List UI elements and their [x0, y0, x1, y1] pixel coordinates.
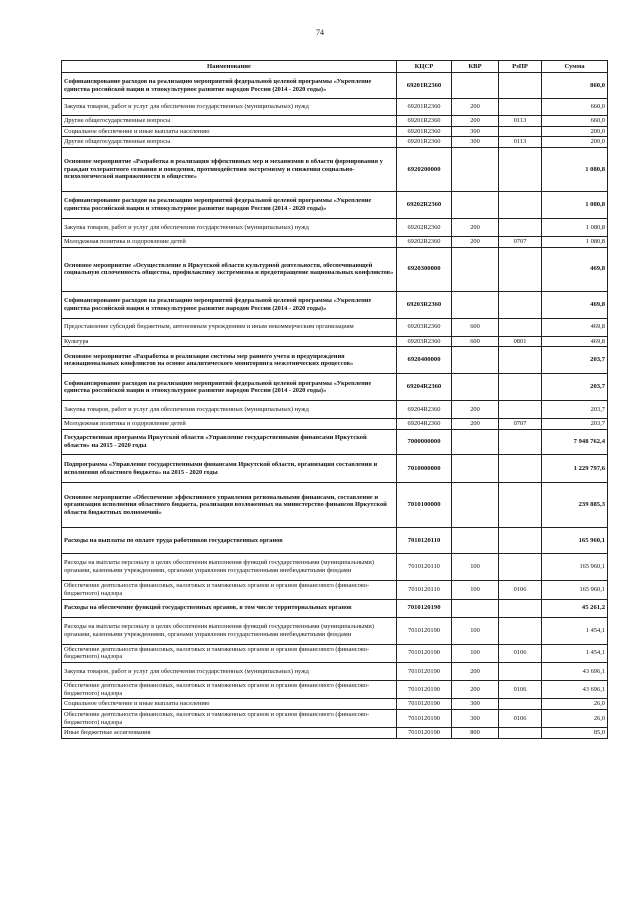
table-row [62, 116, 608, 127]
row-sum: 43 696,1 [542, 680, 608, 698]
table-row [62, 336, 608, 347]
row-kvr: 300 [452, 699, 499, 710]
row-sum: 469,8 [542, 318, 608, 336]
row-kvr: 200 [452, 219, 499, 237]
row-rzpr [499, 291, 542, 318]
budget-table [61, 60, 608, 739]
table-row [62, 137, 608, 148]
row-rzpr [499, 728, 542, 739]
row-name: Обеспечение деятельности финансовых, налоговых и таможенных органов и органов финансового (финансово-бюджетного) надзора [62, 709, 397, 727]
row-kcsr: 69201R2360 [397, 73, 452, 99]
row-sum: 203,7 [542, 419, 608, 430]
row-rzpr: 0106 [499, 680, 542, 698]
row-sum: 469,8 [542, 336, 608, 347]
row-name: Расходы на обеспечение функций государственных органов, в том числе территориальных органов [62, 599, 397, 617]
row-sum: 660,0 [542, 116, 608, 127]
table-row [62, 483, 608, 528]
row-rzpr [499, 599, 542, 617]
row-rzpr [499, 73, 542, 99]
row-name: Закупка товаров, работ и услуг для обеспечения государственных (муниципальных) нужд [62, 401, 397, 419]
row-kcsr: 6920200000 [397, 148, 452, 192]
row-sum: 165 960,1 [542, 528, 608, 554]
row-kvr [452, 291, 499, 318]
row-name: Софинансирование расходов на реализацию мероприятий федеральной целевой программы «Укрепление единства российской нации и этнокультурное развитие народов России (2014 - 2020 годы)» [62, 192, 397, 219]
row-rzpr: 0106 [499, 644, 542, 662]
row-kcsr: 7010120190 [397, 709, 452, 727]
row-rzpr [499, 99, 542, 116]
row-sum: 26,0 [542, 699, 608, 710]
row-name: Подпрограмма «Управление государственными финансами Иркутской области, организация составления и исполнения областного бюджета» на 2015 - 2020 годы [62, 455, 397, 483]
table-row [62, 662, 608, 680]
row-name: Закупка товаров, работ и услуг для обеспечения государственных (муниципальных) нужд [62, 219, 397, 237]
row-kvr: 200 [452, 680, 499, 698]
table-row [62, 680, 608, 698]
table-row [62, 581, 608, 599]
row-sum: 7 948 762,4 [542, 430, 608, 455]
row-name: Софинансирование расходов на реализацию мероприятий федеральной целевой программы «Укрепление единства российской нации и этнокультурное развитие народов России (2014 - 2020 годы)» [62, 73, 397, 99]
table-header [62, 61, 608, 73]
row-kvr [452, 528, 499, 554]
row-sum: 165 960,1 [542, 581, 608, 599]
row-rzpr [499, 699, 542, 710]
row-kvr: 100 [452, 581, 499, 599]
row-rzpr [499, 455, 542, 483]
table-row [62, 291, 608, 318]
row-sum: 1 454,1 [542, 617, 608, 644]
row-kvr: 100 [452, 644, 499, 662]
table-body [62, 73, 608, 739]
row-sum: 203,7 [542, 401, 608, 419]
row-sum: 1 080,8 [542, 192, 608, 219]
row-name: Молодежная политика и оздоровление детей [62, 419, 397, 430]
row-kvr: 300 [452, 709, 499, 727]
row-name: Обеспечение деятельности финансовых, налоговых и таможенных органов и органов финансового (финансово-бюджетного) надзора [62, 644, 397, 662]
row-sum: 1 080,8 [542, 237, 608, 248]
row-rzpr [499, 662, 542, 680]
row-rzpr: 0801 [499, 336, 542, 347]
table-row [62, 419, 608, 430]
row-kcsr: 7010120110 [397, 528, 452, 554]
row-kvr: 600 [452, 318, 499, 336]
table-row [62, 644, 608, 662]
row-name: Основное мероприятие «Разработка и реализация системы мер раннего учета и предупреждения межнациональных конфликтов на основе аналитического мониторинга межэтнических процессов» [62, 347, 397, 374]
row-sum: 200,0 [542, 126, 608, 137]
row-name: Государственная программа Иркутской области «Управление государственными финансами Иркутской области» на 2015 - 2020 годы [62, 430, 397, 455]
row-sum: 1 080,8 [542, 219, 608, 237]
row-kcsr: 7010120190 [397, 728, 452, 739]
table-row [62, 374, 608, 401]
page-number: 74 [316, 28, 324, 37]
row-sum: 1 454,1 [542, 644, 608, 662]
table-row [62, 219, 608, 237]
header-rzpr: РзПР [499, 61, 542, 73]
row-sum: 165 960,1 [542, 554, 608, 581]
row-sum: 1 080,8 [542, 148, 608, 192]
row-kcsr: 7000000000 [397, 430, 452, 455]
row-kcsr: 69203R2360 [397, 318, 452, 336]
row-name: Расходы на выплаты персоналу в целях обеспечения выполнения функций государственными (муниципальными) органами, казенными учреждениями, органами управления государственными внебюджетными фондами [62, 617, 397, 644]
row-kvr: 200 [452, 419, 499, 430]
table-row [62, 401, 608, 419]
row-kcsr: 69202R2360 [397, 192, 452, 219]
row-kcsr: 69203R2360 [397, 336, 452, 347]
table-row [62, 318, 608, 336]
row-name: Основное мероприятие «Осуществление в Иркутской области культурной деятельности, обеспечивающей социальную сплоченность общества, профилактику экстремизма и предотвращение национальных конфликтов» [62, 247, 397, 291]
row-kvr: 200 [452, 401, 499, 419]
row-kvr [452, 347, 499, 374]
row-name: Закупка товаров, работ и услуг для обеспечения государственных (муниципальных) нужд [62, 99, 397, 116]
row-sum: 200,0 [542, 137, 608, 148]
header-name: Наименование [62, 61, 397, 73]
row-kcsr: 7010000000 [397, 455, 452, 483]
row-kvr: 600 [452, 336, 499, 347]
row-name: Обеспечение деятельности финансовых, налоговых и таможенных органов и органов финансового (финансово-бюджетного) надзора [62, 581, 397, 599]
table-row [62, 126, 608, 137]
row-kvr: 100 [452, 617, 499, 644]
row-kcsr: 69201R2360 [397, 116, 452, 127]
row-rzpr [499, 528, 542, 554]
row-sum: 469,8 [542, 247, 608, 291]
row-rzpr [499, 554, 542, 581]
row-kcsr: 69204R2360 [397, 374, 452, 401]
row-rzpr: 0113 [499, 116, 542, 127]
row-rzpr [499, 374, 542, 401]
table-row [62, 617, 608, 644]
row-kvr [452, 148, 499, 192]
row-name: Культура [62, 336, 397, 347]
row-sum: 1 229 797,6 [542, 455, 608, 483]
table-row [62, 148, 608, 192]
row-kvr [452, 483, 499, 528]
row-kvr [452, 599, 499, 617]
row-sum: 469,8 [542, 291, 608, 318]
row-kvr: 200 [452, 237, 499, 248]
row-kcsr: 7010120190 [397, 680, 452, 698]
row-sum: 239 885,3 [542, 483, 608, 528]
row-kvr: 200 [452, 662, 499, 680]
row-sum: 203,7 [542, 347, 608, 374]
row-kvr [452, 455, 499, 483]
row-kcsr: 69203R2360 [397, 291, 452, 318]
row-kcsr: 7010100000 [397, 483, 452, 528]
row-kvr: 200 [452, 116, 499, 127]
row-rzpr [499, 401, 542, 419]
row-name: Социальное обеспечение и иные выплаты населению [62, 699, 397, 710]
row-name: Закупка товаров, работ и услуг для обеспечения государственных (муниципальных) нужд [62, 662, 397, 680]
header-sum: Сумма [542, 61, 608, 73]
row-rzpr [499, 247, 542, 291]
row-rzpr [499, 430, 542, 455]
header-kvr: КВР [452, 61, 499, 73]
row-sum: 860,0 [542, 73, 608, 99]
table-row [62, 709, 608, 727]
row-kvr [452, 247, 499, 291]
row-name: Софинансирование расходов на реализацию мероприятий федеральной целевой программы «Укрепление единства российской нации и этнокультурное развитие народов России (2014 - 2020 годы)» [62, 374, 397, 401]
row-kvr [452, 192, 499, 219]
row-rzpr [499, 347, 542, 374]
row-name: Расходы на выплаты персоналу в целях обеспечения выполнения функций государственными (муниципальными) органами, казенными учреждениями, органами управления государственными внебюджетными фондами [62, 554, 397, 581]
row-rzpr [499, 148, 542, 192]
table-row [62, 347, 608, 374]
row-name: Основное мероприятие «Разработка и реализация эффективных мер и механизмов в области формирования у граждан толерантного сознания и поведения, противодействия экстремизму и снижения социально-психологической напряженности в обществе» [62, 148, 397, 192]
table-row [62, 554, 608, 581]
row-name: Софинансирование расходов на реализацию мероприятий федеральной целевой программы «Укрепление единства российской нации и этнокультурное развитие народов России (2014 - 2020 годы)» [62, 291, 397, 318]
row-rzpr [499, 219, 542, 237]
table-row [62, 728, 608, 739]
row-sum: 43 696,1 [542, 662, 608, 680]
table-row [62, 237, 608, 248]
table-row [62, 192, 608, 219]
row-kcsr: 7010120190 [397, 662, 452, 680]
row-kcsr: 69202R2360 [397, 237, 452, 248]
row-kvr: 800 [452, 728, 499, 739]
row-rzpr [499, 483, 542, 528]
row-rzpr: 0106 [499, 581, 542, 599]
row-kcsr: 69204R2360 [397, 419, 452, 430]
row-sum: 660,0 [542, 99, 608, 116]
row-name: Обеспечение деятельности финансовых, налоговых и таможенных органов и органов финансового (финансово-бюджетного) надзора [62, 680, 397, 698]
row-name: Предоставление субсидий бюджетным, автономным учреждениям и иным некоммерческим организациям [62, 318, 397, 336]
row-kvr [452, 374, 499, 401]
table-row [62, 528, 608, 554]
row-sum: 85,0 [542, 728, 608, 739]
row-kcsr: 7010120190 [397, 644, 452, 662]
header-kcsr: КЦСР [397, 61, 452, 73]
row-rzpr [499, 617, 542, 644]
row-name: Другие общегосударственные вопросы [62, 116, 397, 127]
row-name: Молодежная политика и оздоровление детей [62, 237, 397, 248]
row-kcsr: 7010120190 [397, 599, 452, 617]
row-name: Иные бюджетные ассигнования [62, 728, 397, 739]
row-kcsr: 7010120110 [397, 554, 452, 581]
row-kcsr: 6920300000 [397, 247, 452, 291]
row-sum: 45 261,2 [542, 599, 608, 617]
row-kcsr: 69201R2360 [397, 137, 452, 148]
table-row [62, 73, 608, 99]
row-kvr [452, 73, 499, 99]
row-kcsr: 6920400000 [397, 347, 452, 374]
row-rzpr: 0707 [499, 237, 542, 248]
table-row [62, 99, 608, 116]
row-kcsr: 7010120190 [397, 617, 452, 644]
table-row [62, 699, 608, 710]
row-rzpr: 0707 [499, 419, 542, 430]
row-rzpr: 0113 [499, 137, 542, 148]
row-sum: 203,7 [542, 374, 608, 401]
row-rzpr [499, 126, 542, 137]
row-name: Социальное обеспечение и иные выплаты населению [62, 126, 397, 137]
row-name: Расходы на выплаты по оплате труда работников государственных органов [62, 528, 397, 554]
row-sum: 26,0 [542, 709, 608, 727]
row-kcsr: 7010120110 [397, 581, 452, 599]
table-row [62, 430, 608, 455]
row-kcsr: 69201R2360 [397, 126, 452, 137]
table-row [62, 455, 608, 483]
table-row [62, 247, 608, 291]
row-name: Другие общегосударственные вопросы [62, 137, 397, 148]
row-name: Основное мероприятие «Обеспечение эффективного управления региональными финансами, составление и организация исполнения областного бюджета, реализация возложенных на министерство финансов Иркутской области бюджетных полномочий» [62, 483, 397, 528]
row-kcsr: 7010120190 [397, 699, 452, 710]
row-rzpr [499, 192, 542, 219]
row-rzpr: 0106 [499, 709, 542, 727]
row-kvr: 200 [452, 99, 499, 116]
row-kvr [452, 430, 499, 455]
row-kcsr: 69204R2360 [397, 401, 452, 419]
row-kcsr: 69202R2360 [397, 219, 452, 237]
row-kvr: 300 [452, 137, 499, 148]
row-rzpr [499, 318, 542, 336]
table-row [62, 599, 608, 617]
row-kcsr: 69201R2360 [397, 99, 452, 116]
row-kvr: 300 [452, 126, 499, 137]
row-kvr: 100 [452, 554, 499, 581]
